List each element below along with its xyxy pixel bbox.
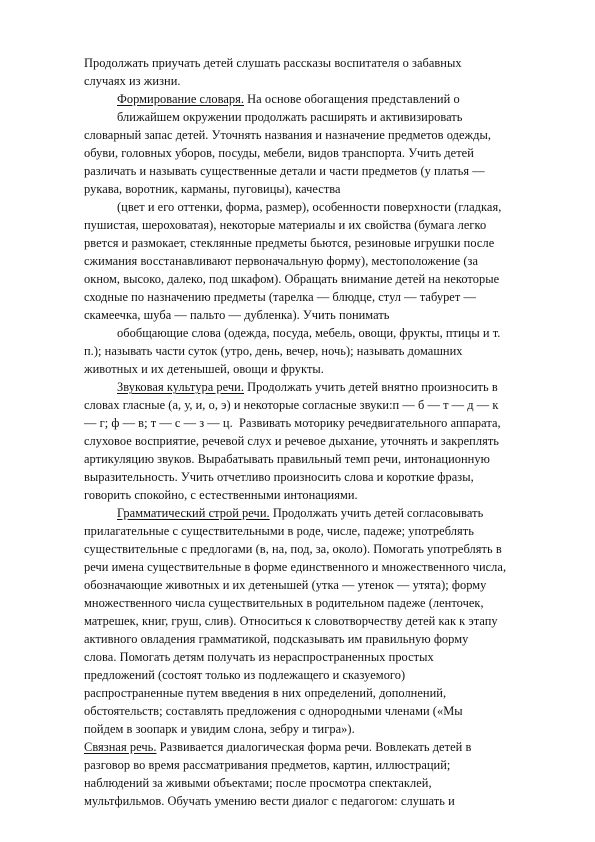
text-line: — г; ф — в; т — с — з — ц. Развивать моторику речедвигательного аппарата, — [84, 416, 501, 430]
text-line: матрешек, книг, груш, слив). Относиться к словотворчеству детей как к этапу — [84, 614, 498, 628]
text-line: окном, высоко, далеко, под шкафом). Обращать внимание детей на некоторые — [84, 272, 500, 286]
text-line: различать и называть существенные детали и части предметов (у платья — — [84, 164, 485, 178]
section-heading: Грамматический строй речи. — [117, 506, 270, 520]
text-span: Продолжать учить детей согласовывать — [272, 506, 484, 520]
text-line: говорить спокойно, с естественными интонациями. — [84, 488, 358, 502]
text-line: словарный запас детей. Уточнять названия и назначение предметов одежды, — [84, 128, 491, 142]
text-span: На основе обогащения представлений о — [247, 92, 460, 106]
text-line: случаях из жизни. — [84, 74, 181, 88]
paragraph-line — [84, 738, 471, 756]
text-line: речи имена существительные в форме единственного и множественного числа, — [84, 560, 507, 574]
text-line: наблюдений за живыми объектами; после просмотра спектаклей, — [84, 776, 432, 790]
text-line: п.); называть части суток (утро, день, вечер, ночь); называть домашних — [84, 344, 463, 358]
text-line: пушистая, шероховатая), некоторые материалы и их свойства (бумага легко — [84, 218, 487, 232]
text-line: слова. Помогать детям получать из нераспространенных простых — [84, 650, 434, 664]
text-line: множественного числа существительных в родительном падеже (ленточек, — [84, 596, 484, 610]
paragraph-line — [117, 90, 460, 108]
text-line: активного овладения грамматикой, подсказывать им правильную форму — [84, 632, 469, 646]
text-line: сходные по назначению предметы (тарелка — блюдце, стул — табурет — — [84, 290, 476, 304]
text-line: скамеечка, шуба — пальто — дубленка). Учить понимать — [84, 308, 390, 322]
section-heading: Формирование словаря. — [117, 92, 245, 106]
paragraph-line — [117, 378, 498, 396]
text-line: разговор во время рассматривания предметов, картин, иллюстраций; — [84, 758, 451, 772]
text-line: рвется и размокает, стеклянные предметы бьются, резиновые игрушки после — [84, 236, 495, 250]
text-line: предложений (состоят только из подлежащего и сказуемого) — [84, 668, 406, 682]
text-line: обстоятельств; составлять предложения с однородными членами («Мы — [84, 704, 463, 718]
text-line: обуви, головных уборов, посуды, мебели, видов транспорта. Учить детей — [84, 146, 474, 160]
text-line: словах гласные (а, у, и, о, э) и некоторые согласные звуки:п — б — т — д — к — [84, 398, 499, 412]
text-line: пойдем в зоопарк и увидим слона, зебру и тигра»). — [84, 722, 355, 736]
text-line: существительные с предлогами (в, на, под, за, около). Помогать употреблять в — [84, 542, 502, 556]
text-line: мультфильмов. Обучать умению вести диалог с педагогом: слушать и — [84, 794, 455, 808]
text-line: обозначающие животных и их детенышей (утка — утенок — утята); форму — [84, 578, 487, 592]
section-heading: Связная речь. — [84, 740, 157, 754]
section-heading: Звуковая культура речи. — [117, 380, 244, 394]
text-line: артикуляцию звуков. Вырабатывать правильный темп речи, интонационную — [84, 452, 490, 466]
text-span: Продолжать учить детей внятно произносить в — [247, 380, 498, 394]
text-line: (цвет и его оттенки, форма, размер), особенности поверхности (гладкая, — [117, 200, 502, 214]
text-line: ближайшем окружении продолжать расширять и активизировать — [117, 110, 463, 124]
text-line: сжимания восстанавливают первоначальную форму), местоположение (за — [84, 254, 479, 268]
text-line: выразительность. Учить отчетливо произносить слова и короткие фразы, — [84, 470, 474, 484]
text-line: прилагательные с существительными в роде, числе, падеже; употреблять — [84, 524, 474, 538]
paragraph-line — [117, 504, 483, 522]
text-line: животных и их детенышей, овощи и фрукты. — [84, 362, 324, 376]
text-line: рукава, воротник, карманы, пуговицы), качества — [84, 182, 341, 196]
text-line: Продолжать приучать детей слушать рассказы воспитателя о забавных — [84, 56, 462, 70]
text-line: слуховое восприятие, речевой слух и речевое дыхание, уточнять и закреплять — [84, 434, 499, 448]
text-line: распространенные путем введения в них определений, дополнений, — [84, 686, 447, 700]
text-span: Развивается диалогическая форма речи. Вовлекать детей в — [159, 740, 472, 754]
text-line: обобщающие слова (одежда, посуда, мебель, овощи, фрукты, птицы и т. — [117, 326, 501, 340]
